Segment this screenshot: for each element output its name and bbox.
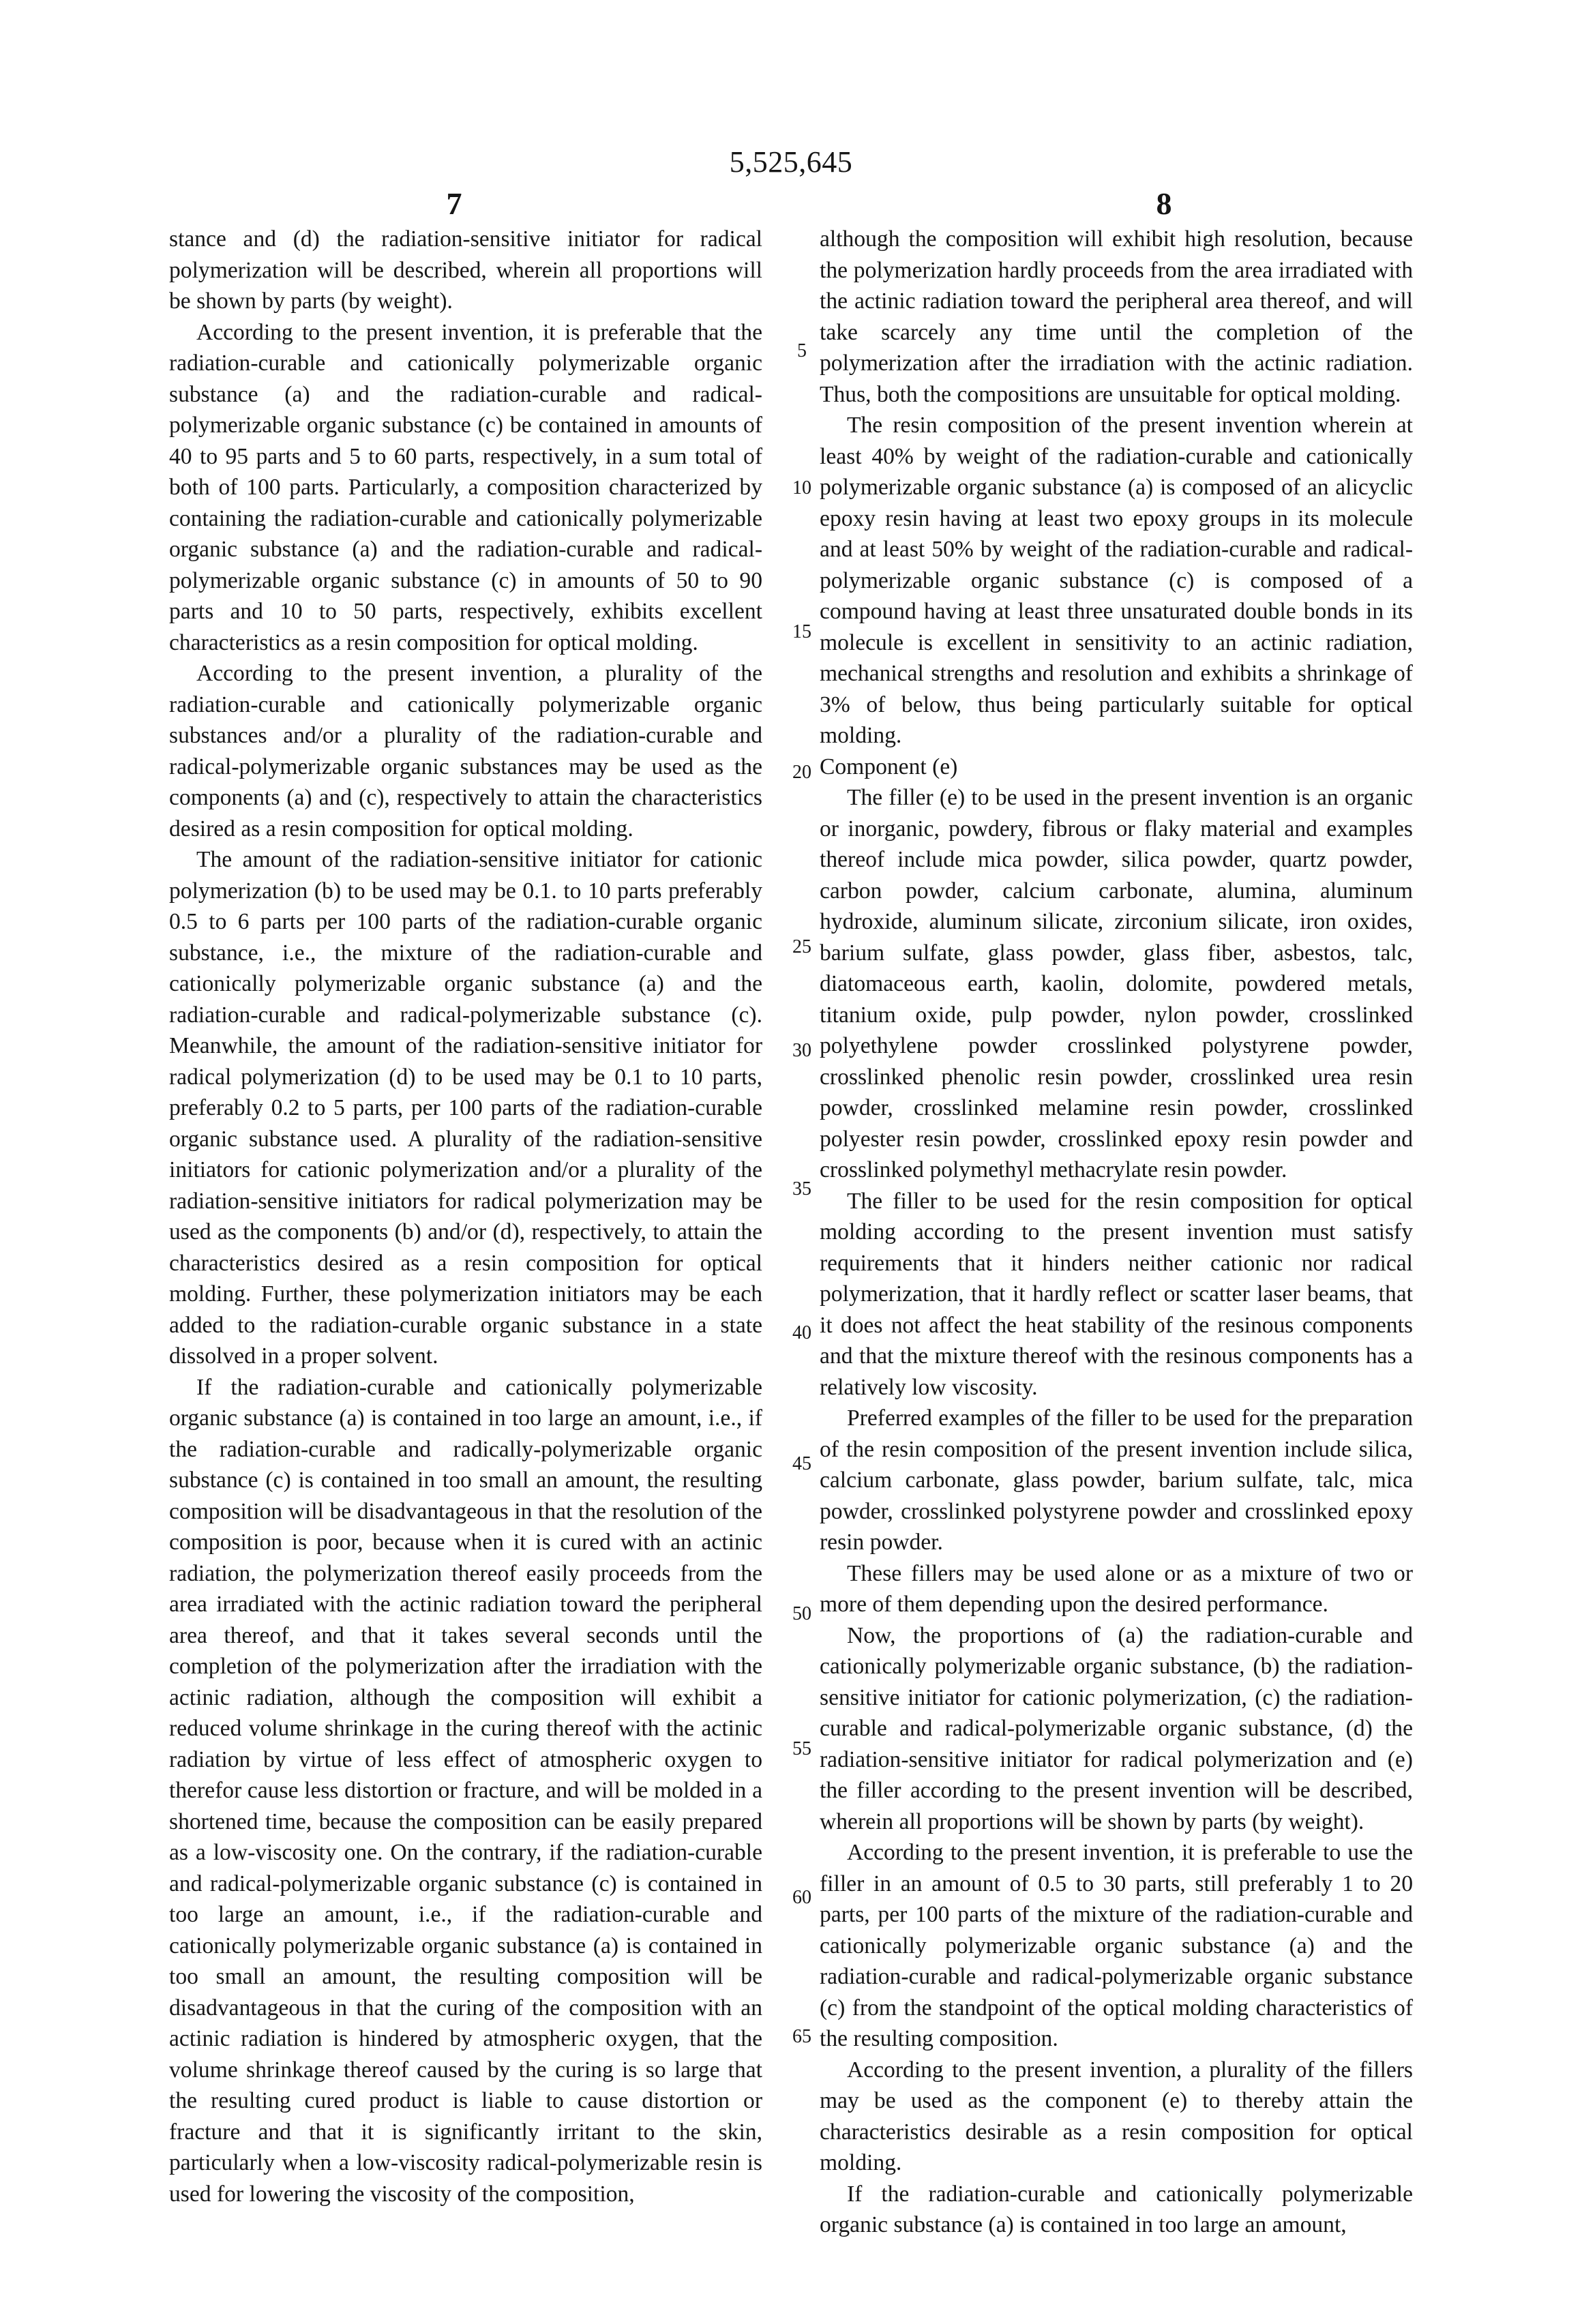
paragraph: although the composition will exhibit high resolution, because the polymerization hardly proceeds from the area irradiated with the actinic radiation toward the peripheral area thereof, and will take scarcely any time until the completion of the polymerization after the irradiation with the actinic radiation. Thus, both the compositions are unsuitable for optical molding.: [820, 224, 1413, 410]
paragraph: These fillers may be used alone or as a mixture of two or more of them depending upon the desired performance.: [820, 1558, 1413, 1620]
line-number: 65: [781, 2025, 822, 2049]
paragraph: According to the present invention, a plurality of the fillers may be used as the component (e) to thereby attain the characteristics desirable as a resin composition for optical molding.: [820, 2055, 1413, 2179]
line-number: 50: [781, 1603, 822, 1626]
paragraph: If the radiation-curable and cationically polymerizable organic substance (a) is contained in too large an amount,: [820, 2179, 1413, 2241]
right-column-number: 8: [1137, 185, 1191, 222]
paragraph: According to the present invention, it is preferable that the radiation-curable and cationically polymerizable organic substance (a) and the radiation-curable and radical-polymerizable organic substance (c) be contained in amounts of 40 to 95 parts and 5 to 60 parts, respectively, in a sum total of both of 100 parts. Particularly, a composition characterized by containing the radiation-curable and cationically polymerizable organic substance (a) and the radiation-curable and radical-polymerizable organic substance (c) in amounts of 50 to 90 parts and 10 to 50 parts, respectively, exhibits excellent characteristics as a resin composition for optical molding.: [169, 317, 762, 659]
patent-number: 5,525,645: [0, 145, 1582, 179]
left-column-number: 7: [427, 185, 481, 222]
line-number: 20: [781, 761, 822, 784]
line-number: 55: [781, 1738, 822, 1761]
paragraph: The filler to be used for the resin composition for optical molding according to the present invention must satisfy requirements that it hinders neither cationic nor radical polymerization, that it hardly reflect or scatter laser beams, that it does not affect the heat stability of the resinous components and that the mixture thereof with the resinous components has a relatively low viscosity.: [820, 1186, 1413, 1403]
line-number: 15: [781, 621, 822, 644]
line-number: 45: [781, 1452, 822, 1476]
line-number: 35: [781, 1178, 822, 1201]
paragraph: According to the present invention, it is preferable to use the filler in an amount of 0.5 to 30 parts, still preferably 1 to 20 parts, per 100 parts of the mixture of the radiation-curable and cationically polymerizable organic substance (a) and the radiation-curable and radical-polymerizable organic substance (c) from the standpoint of the optical molding characteristics of the resulting composition.: [820, 1837, 1413, 2055]
section-heading: Component (e): [820, 751, 1413, 783]
line-number: 40: [781, 1322, 822, 1345]
line-number: 5: [781, 340, 822, 363]
right-text-column: [820, 224, 1413, 2241]
paragraph: Now, the proportions of (a) the radiation-curable and cationically polymerizable organic substance, (b) the radiation-sensitive initiator for cationic polymerization, (c) the radiation-curable and radical-polymerizable organic substance, (d) the radiation-sensitive initiator for radical polymerization and (e) the filler according to the present invention will be described, wherein all proportions will be shown by parts (by weight).: [820, 1620, 1413, 1838]
line-number: 25: [781, 936, 822, 959]
paragraph: The filler (e) to be used in the present invention is an organic or inorganic, powdery, fibrous or flaky material and examples thereof include mica powder, silica powder, quartz powder, carbon powder, calcium carbonate, alumina, aluminum hydroxide, aluminum silicate, zirconium silicate, iron oxides, barium sulfate, glass powder, glass fiber, asbestos, talc, diatomaceous earth, kaolin, dolomite, powdered metals, titanium oxide, pulp powder, nylon powder, crosslinked polyethylene powder crosslinked polystyrene powder, crosslinked phenolic resin powder, crosslinked urea resin powder, crosslinked melamine resin powder, crosslinked polyester resin powder, crosslinked epoxy resin powder and crosslinked polymethyl methacrylate resin powder.: [820, 782, 1413, 1186]
paragraph: According to the present invention, a plurality of the radiation-curable and cationically polymerizable organic substances and/or a plurality of the radiation-curable and radical-polymerizable organic substances may be used as the components (a) and (c), respectively to attain the characteristics desired as a resin composition for optical molding.: [169, 658, 762, 844]
left-text-column: [169, 224, 762, 2209]
line-number: 60: [781, 1886, 822, 1909]
line-number: 30: [781, 1039, 822, 1062]
paragraph: Preferred examples of the filler to be used for the preparation of the resin composition of the present invention include silica, calcium carbonate, glass powder, barium sulfate, talc, mica powder, crosslinked polystyrene powder and crosslinked epoxy resin powder.: [820, 1403, 1413, 1558]
paragraph: If the radiation-curable and cationically polymerizable organic substance (a) is contained in too large an amount, i.e., if the radiation-curable and radically-polymerizable organic substance (c) is contained in too small an amount, the resulting composition will be disadvantageous in that the resolution of the composition is poor, because when it is cured with an actinic radiation, the polymerization thereof easily proceeds from the area irradiated with the actinic radiation toward the peripheral area thereof, and that it takes several seconds until the completion of the polymerization after the irradiation with the actinic radiation, although the composition will exhibit a reduced volume shrinkage in the curing thereof with the actinic radiation by virtue of less effect of atmospheric oxygen to therefor cause less distortion or fracture, and will be molded in a shortened time, because the composition can be easily prepared as a low-viscosity one. On the contrary, if the radiation-curable and radical-polymerizable organic substance (c) is contained in too large an amount, i.e., if the radiation-curable and cationically polymerizable organic substance (a) is contained in too small an amount, the resulting composition will be disadvantageous in that the curing of the composition with an actinic radiation is hindered by atmospheric oxygen, that the volume shrinkage thereof caused by the curing is so large that the resulting cured product is liable to cause distortion or fracture and that it is significantly irritant to the skin, particularly when a low-viscosity radical-polymerizable resin is used for lowering the viscosity of the composition,: [169, 1372, 762, 2210]
paragraph: The resin composition of the present invention wherein at least 40% by weight of the radiation-curable and cationically polymerizable organic substance (a) is composed of an alicyclic epoxy resin having at least two epoxy groups in its molecule and at least 50% by weight of the radiation-curable and radical-polymerizable organic substance (c) is composed of a compound having at least three unsaturated double bonds in its molecule is excellent in sensitivity to an actinic radiation, mechanical strengths and resolution and exhibits a shrinkage of 3% of below, thus being particularly suitable for optical molding.: [820, 410, 1413, 751]
paragraph: stance and (d) the radiation-sensitive initiator for radical polymerization will be described, wherein all proportions will be shown by parts (by weight).: [169, 224, 762, 317]
paragraph: The amount of the radiation-sensitive initiator for cationic polymerization (b) to be used may be 0.1. to 10 parts preferably 0.5 to 6 parts per 100 parts of the radiation-curable organic substance, i.e., the mixture of the radiation-curable and cationically polymerizable organic substance (a) and the radiation-curable and radical-polymerizable substance (c). Meanwhile, the amount of the radiation-sensitive initiator for radical polymerization (d) to be used may be 0.1 to 10 parts, preferably 0.2 to 5 parts, per 100 parts of the radiation-curable organic substance used. A plurality of the radiation-sensitive initiators for cationic polymerization and/or a plurality of the radiation-sensitive initiators for radical polymerization may be used as the components (b) and/or (d), respectively, to attain the characteristics desired as a resin composition for optical molding. Further, these polymerization initiators may be each added to the radiation-curable organic substance in a state dissolved in a proper solvent.: [169, 844, 762, 1372]
line-number: 10: [781, 477, 822, 500]
